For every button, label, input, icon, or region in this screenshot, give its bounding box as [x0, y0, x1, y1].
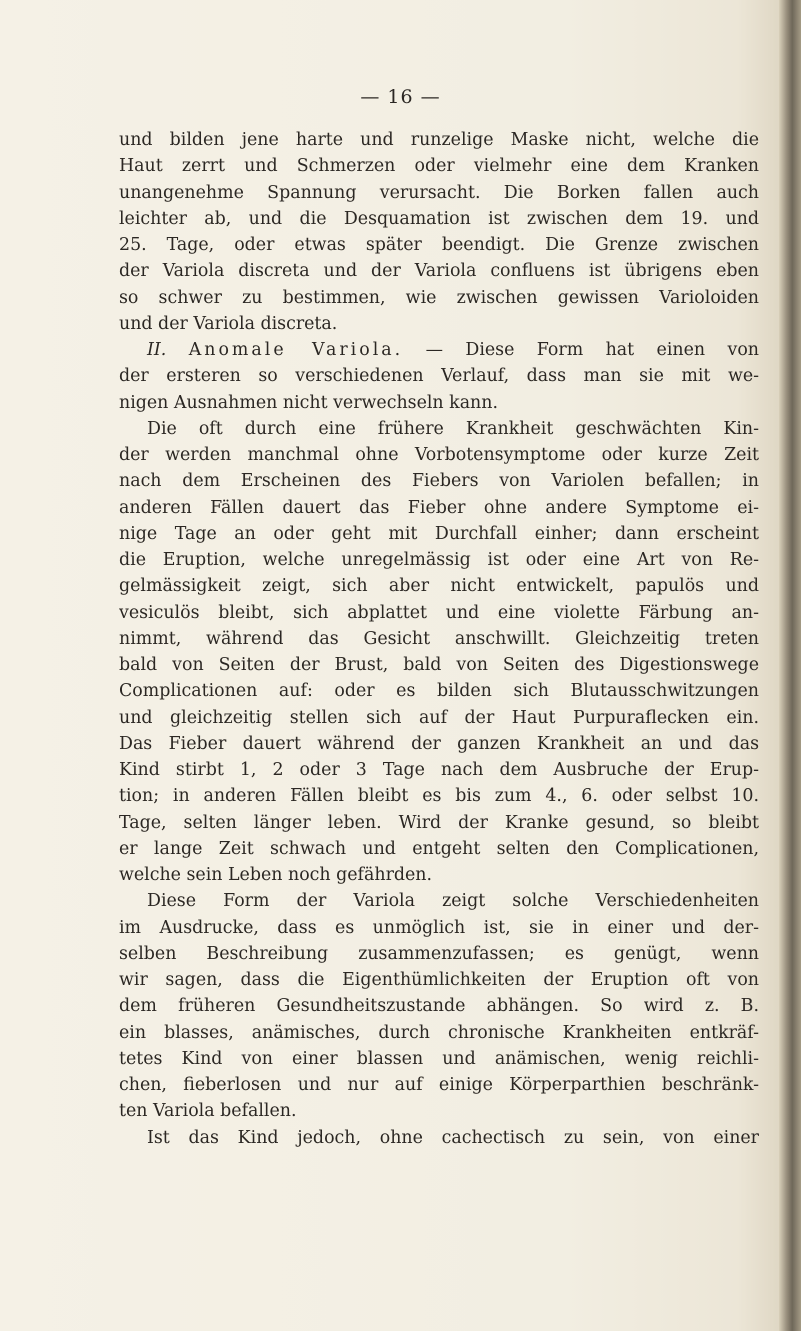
text-line: nigen Ausnahmen nicht verwechseln kann. — [119, 392, 498, 413]
text-line: tion; in anderen Fällen bleibt es bis zum 4., 6. oder selbst 10. — [119, 786, 759, 807]
text-line: Complicationen auf: oder es bilden sich Blutausschwitzungen — [119, 681, 759, 702]
text-span: — Diese Form hat einen von — [425, 340, 759, 360]
text-line: vesiculös bleibt, sich abplattet und eine violette Färbung an- — [119, 602, 759, 623]
text-line: tetes Kind von einer blassen und anämischen, wenig reichli- — [119, 1048, 759, 1069]
text-line: bald von Seiten der Brust, bald von Seiten des Digestionswege — [119, 655, 759, 675]
text-line: unangenehme Spannung verursacht. Die Borken fallen auch — [119, 182, 759, 203]
text-line: wir sagen, dass die Eigenthümlichkeiten der Eruption oft von — [119, 970, 759, 990]
text-line: ten Variola befallen. — [119, 1101, 297, 1122]
text-line: so schwer zu bestimmen, wie zwischen gewissen Varioloiden — [119, 287, 759, 308]
page-number: — 16 — — [360, 86, 441, 108]
text-line: leichter ab, und die Desquamation ist zwischen dem 19. und — [119, 208, 759, 229]
text-line: im Ausdrucke, dass es unmöglich ist, sie in einer und der- — [119, 917, 759, 938]
text-line: nige Tage an oder geht mit Durchfall einher; dann erscheint — [119, 523, 759, 544]
text-line: und bilden jene harte und runzelige Maske nicht, welche die — [119, 130, 759, 150]
text-line: Die oft durch eine frühere Krankheit geschwächten Kin- — [147, 418, 759, 439]
text-line: die Eruption, welche unregelmässig ist oder eine Art von Re- — [119, 550, 759, 570]
text-line: Haut zerrt und Schmerzen oder vielmehr eine dem Kranken — [119, 156, 759, 177]
text-line: und gleichzeitig stellen sich auf der Haut Purpuraflecken ein. — [119, 707, 759, 728]
text-line: der werden manchmal ohne Vorbotensymptome oder kurze Zeit — [119, 445, 759, 465]
text-line: und der Variola discreta. — [119, 313, 338, 334]
text-line: gelmässigkeit zeigt, sich aber nicht entwickelt, papulös und — [119, 576, 759, 597]
page-edge — [779, 0, 801, 1331]
text-line: Das Fieber dauert während der ganzen Krankheit an und das — [119, 733, 759, 754]
text-line: Kind stirbt 1, 2 oder 3 Tage nach dem Ausbruche der Erup- — [119, 760, 759, 780]
text-line: Diese Form der Variola zeigt solche Verschiedenheiten — [147, 891, 759, 912]
text-line: Tage, selten länger leben. Wird der Kranke gesund, so bleibt — [119, 812, 759, 833]
text-line: Ist das Kind jedoch, ohne cachectisch zu sein, von einer — [147, 1127, 759, 1148]
section-title: Anomale Variola. — [188, 340, 404, 360]
body-text — [119, 127, 759, 1151]
text-line: nach dem Erscheinen des Fiebers von Variolen befallen; in — [119, 471, 759, 492]
text-line: der Variola discreta und der Variola confluens ist übrigens eben — [119, 261, 759, 282]
section-number: II. — [147, 340, 167, 360]
text-line: dem früheren Gesundheitszustande abhängen. So wird z. B. — [119, 996, 759, 1017]
text-line: selben Beschreibung zusammenzufassen; es genügt, wenn — [119, 943, 759, 964]
text-line: nimmt, während das Gesicht anschwillt. Gleichzeitig treten — [119, 628, 759, 649]
section-heading-line — [119, 337, 759, 363]
text-line: 25. Tage, oder etwas später beendigt. Die Grenze zwischen — [119, 235, 759, 255]
text-line: chen, fieberlosen und nur auf einige Körperparthien beschränk- — [119, 1075, 759, 1095]
text-line: er lange Zeit schwach und entgeht selten den Complicationen, — [119, 838, 759, 859]
text-line: anderen Fällen dauert das Fieber ohne andere Symptome ei- — [119, 497, 759, 518]
text-line: welche sein Leben noch gefährden. — [119, 865, 433, 885]
text-line: der ersteren so verschiedenen Verlauf, dass man sie mit we- — [119, 366, 759, 387]
text-line: ein blasses, anämisches, durch chronische Krankheiten entkräf- — [119, 1022, 759, 1043]
